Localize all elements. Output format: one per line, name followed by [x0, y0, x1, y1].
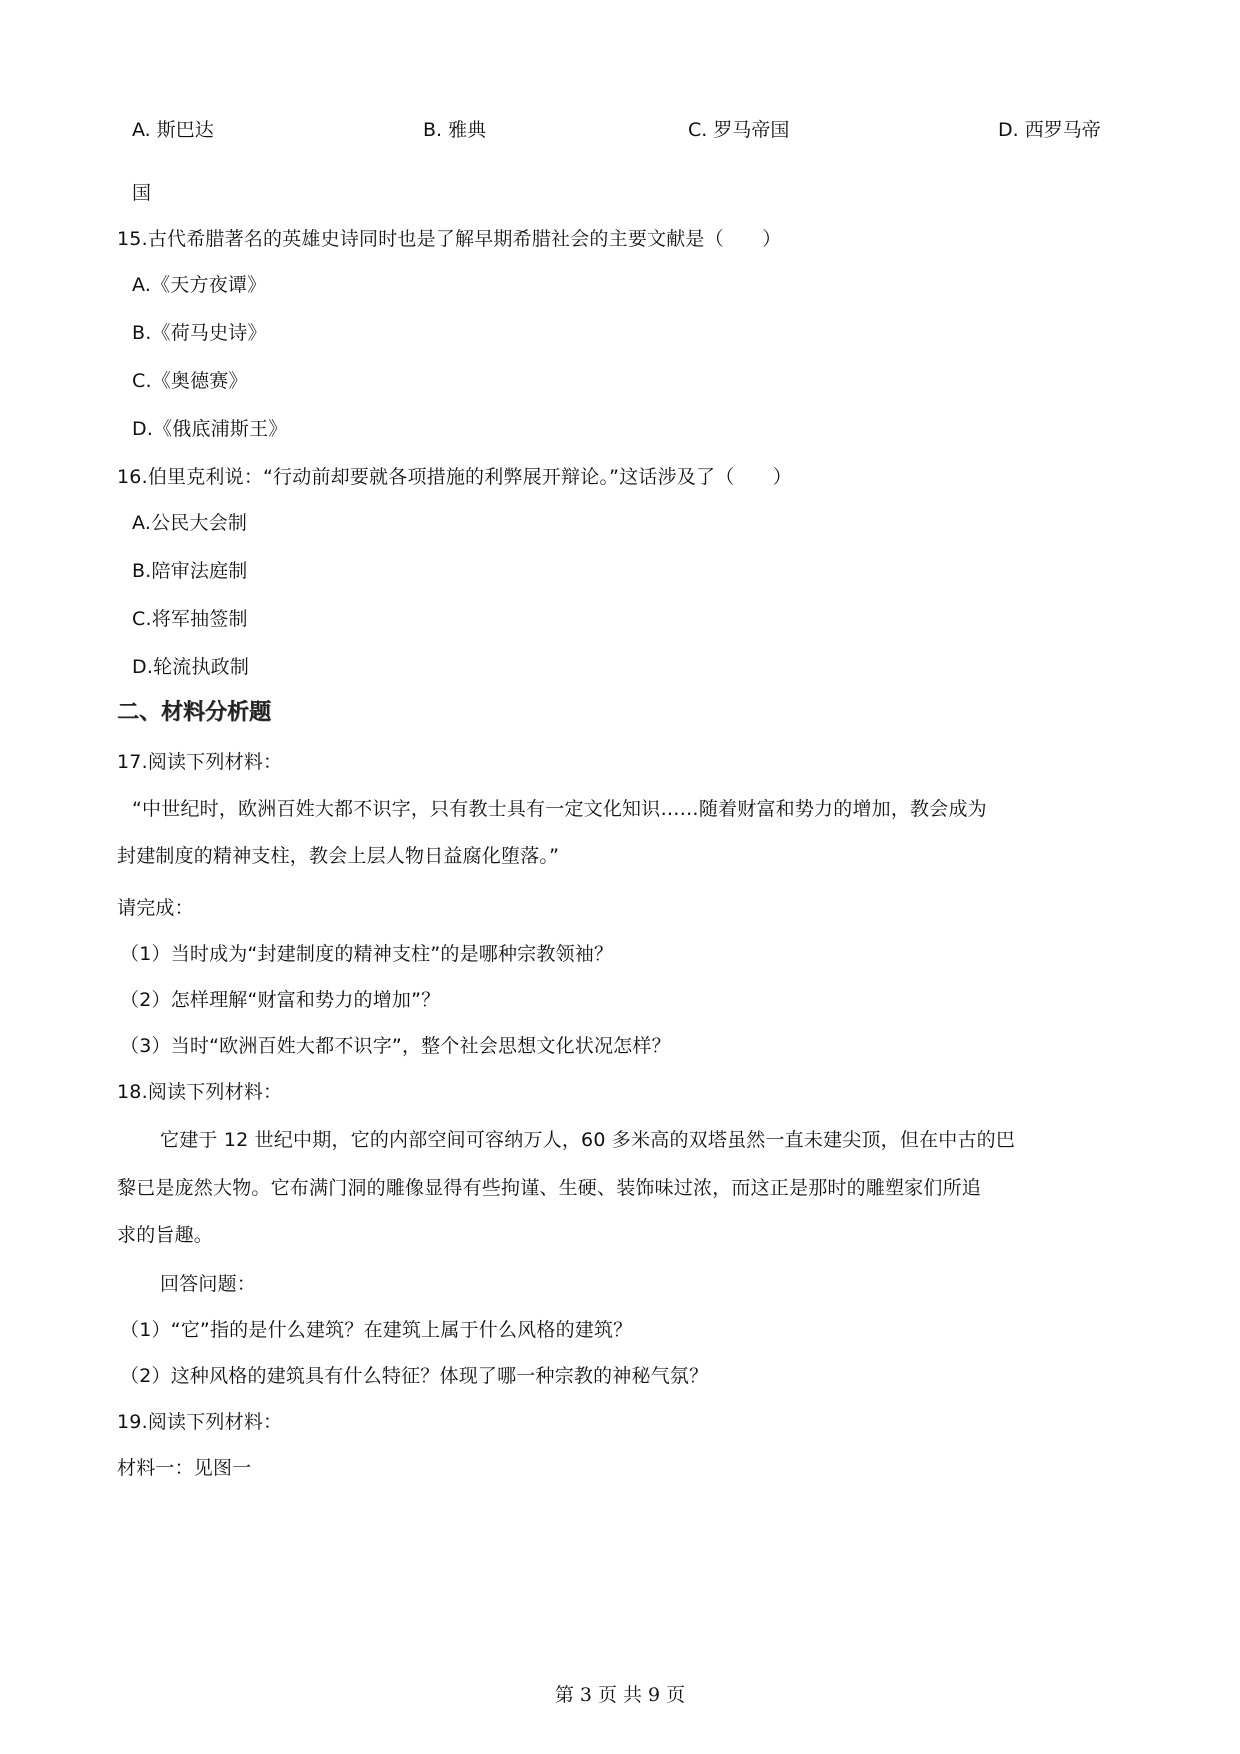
section-heading: 二、材料分析题 — [117, 700, 272, 725]
q14-option-d: D. 西罗马帝 — [998, 119, 1101, 141]
q14-option-d-wrap: 国 — [132, 182, 152, 204]
q18-subquestion-1: （1）“它”指的是什么建筑？在建筑上属于什么风格的建筑？ — [120, 1319, 633, 1341]
q19-stem: 19.阅读下列材料： — [117, 1411, 283, 1433]
q17-subquestion-2: （2）怎样理解“财富和势力的增加”？ — [120, 989, 441, 1011]
q16-option-d: D.轮流执政制 — [132, 656, 250, 678]
q17-material-line: “中世纪时，欧洲百姓大都不识字，只有教士具有一定文化知识……随着财富和势力的增加，教会成为 — [132, 798, 987, 820]
q18-stem: 18.阅读下列材料： — [117, 1081, 283, 1103]
q15-option-a: A.《天方夜谭》 — [132, 274, 267, 296]
q17-subquestion-3: （3）当时“欧洲百姓大都不识字”，整个社会思想文化状况怎样？ — [120, 1035, 671, 1057]
q18-prompt: 回答问题： — [160, 1273, 257, 1295]
q17-stem: 17.阅读下列材料： — [117, 751, 283, 773]
q16-option-c: C.将军抽签制 — [132, 608, 248, 630]
q16-option-a: A.公民大会制 — [132, 512, 248, 534]
q14-option-a: A. 斯巴达 — [132, 119, 214, 141]
q18-material-line: 它建于 12 世纪中期，它的内部空间可容纳万人，60 多米高的双塔虽然一直未建尖顶，但在中古的巴 — [160, 1129, 1016, 1151]
q17-material-line: 封建制度的精神支柱，教会上层人物日益腐化堕落。” — [117, 845, 560, 867]
q17-prompt: 请完成： — [117, 897, 194, 919]
q16-stem: 16.伯里克利说：“行动前却要就各项措施的利弊展开辩论。”这话涉及了（ ） — [117, 466, 793, 488]
q17-subquestion-1: （1）当时成为“封建制度的精神支柱”的是哪种宗教领袖？ — [120, 943, 614, 965]
q16-option-b: B.陪审法庭制 — [132, 560, 248, 582]
q15-option-c: C.《奥德赛》 — [132, 370, 248, 392]
page-number: 第 3 页 共 9 页 — [554, 1684, 686, 1706]
q19-material-1: 材料一：见图一 — [117, 1457, 252, 1479]
q18-subquestion-2: （2）这种风格的建筑具有什么特征？体现了哪一种宗教的神秘气氛？ — [120, 1365, 709, 1387]
q15-option-b: B.《荷马史诗》 — [132, 322, 267, 344]
q18-material-line: 黎已是庞然大物。它布满门洞的雕像显得有些拘谨、生硬、装饰味过浓，而这正是那时的雕塑家们所追 — [117, 1177, 982, 1199]
q15-option-d: D.《俄底浦斯王》 — [132, 418, 288, 440]
q15-stem: 15.古代希腊著名的英雄史诗同时也是了解早期希腊社会的主要文献是（ ） — [117, 228, 782, 250]
q18-material-line: 求的旨趣。 — [117, 1224, 214, 1246]
q14-option-c: C. 罗马帝国 — [688, 119, 790, 141]
q14-option-b: B. 雅典 — [423, 119, 487, 141]
